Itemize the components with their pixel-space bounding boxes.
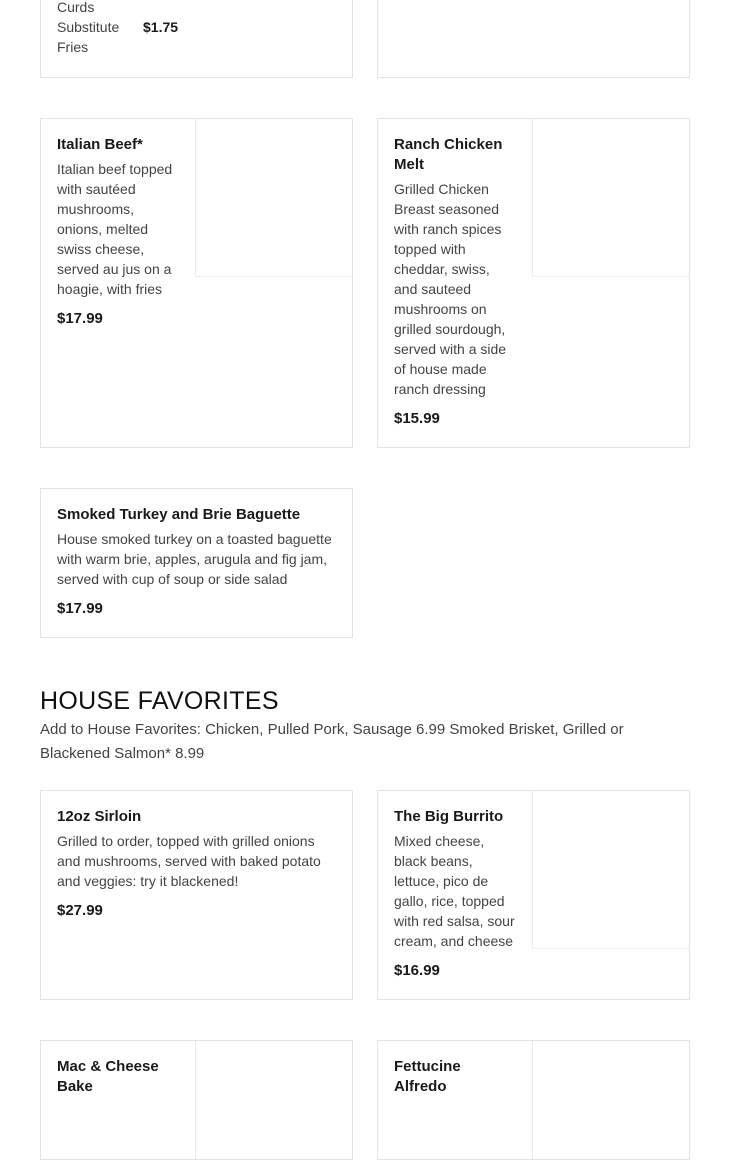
item-name: The Big Burrito <box>394 808 504 825</box>
section-description: Add to House Favorites: Chicken, Pulled Pork, Sausage 6.99 Smoked Brisket, Grilled or Blackened Salmon* 8.99 <box>40 721 624 762</box>
item-image <box>195 1041 353 1160</box>
menu-item-card-12oz-sirloin[interactable] <box>40 790 353 1000</box>
item-price: $16.99 <box>394 962 440 979</box>
menu-item-card-italian-beef[interactable] <box>40 118 353 448</box>
item-price: $17.99 <box>57 310 103 327</box>
item-name: 12oz Sirloin <box>57 808 142 825</box>
item-name: Fettucine Alfredo <box>394 1058 461 1095</box>
menu-item-card-mac-cheese[interactable] <box>40 1040 353 1160</box>
addon-name: Curds <box>57 0 95 15</box>
menu-item-card-big-burrito[interactable] <box>377 790 690 1000</box>
item-image <box>195 119 353 277</box>
item-name: Italian Beef* <box>57 136 143 153</box>
item-description: House smoked turkey on a toasted baguette with warm brie, apples, arugula and fig jam, served with cup of soup or side salad <box>57 531 332 587</box>
item-description: Grilled to order, topped with grilled onions and mushrooms, served with baked potato and veggies: try it blackened! <box>57 833 321 889</box>
item-name: Ranch Chicken Melt <box>394 136 503 173</box>
item-name: Smoked Turkey and Brie Baguette <box>57 506 301 523</box>
menu-item-card-smoked-turkey-brie[interactable] <box>40 488 353 638</box>
addon-price: $1.75 <box>143 19 179 35</box>
item-description: Italian beef topped with sautéed mushrooms, onions, melted swiss cheese, served au jus on a hoagie, with fries <box>57 161 173 297</box>
item-price: $17.99 <box>57 600 103 617</box>
menu-item-card-partial-left[interactable] <box>40 0 353 78</box>
menu-item-card-ranch-chicken-melt[interactable] <box>377 118 690 448</box>
menu-item-card-fettucine-alfredo[interactable] <box>377 1040 690 1160</box>
item-description: Mixed cheese, black beans, lettuce, pico de gallo, rice, topped with red salsa, sour cream, and cheese <box>394 833 515 949</box>
menu-item-card-partial-right[interactable] <box>377 0 690 78</box>
item-image <box>532 791 690 949</box>
item-price: $27.99 <box>57 902 103 919</box>
item-image <box>532 119 690 277</box>
item-image <box>532 1041 690 1160</box>
addon-row-substitute-fries <box>57 17 257 57</box>
section-title: HOUSE FAVORITES <box>40 687 279 715</box>
item-price: $15.99 <box>394 410 440 427</box>
addon-name: Substitute Fries <box>57 19 120 55</box>
item-description: Grilled Chicken Breast seasoned with ranch spices topped with cheddar, swiss, and sauteed mushrooms on grilled sourdough, served with a side of house made ranch dressing <box>394 181 507 397</box>
item-name: Mac & Cheese Bake <box>57 1058 159 1095</box>
